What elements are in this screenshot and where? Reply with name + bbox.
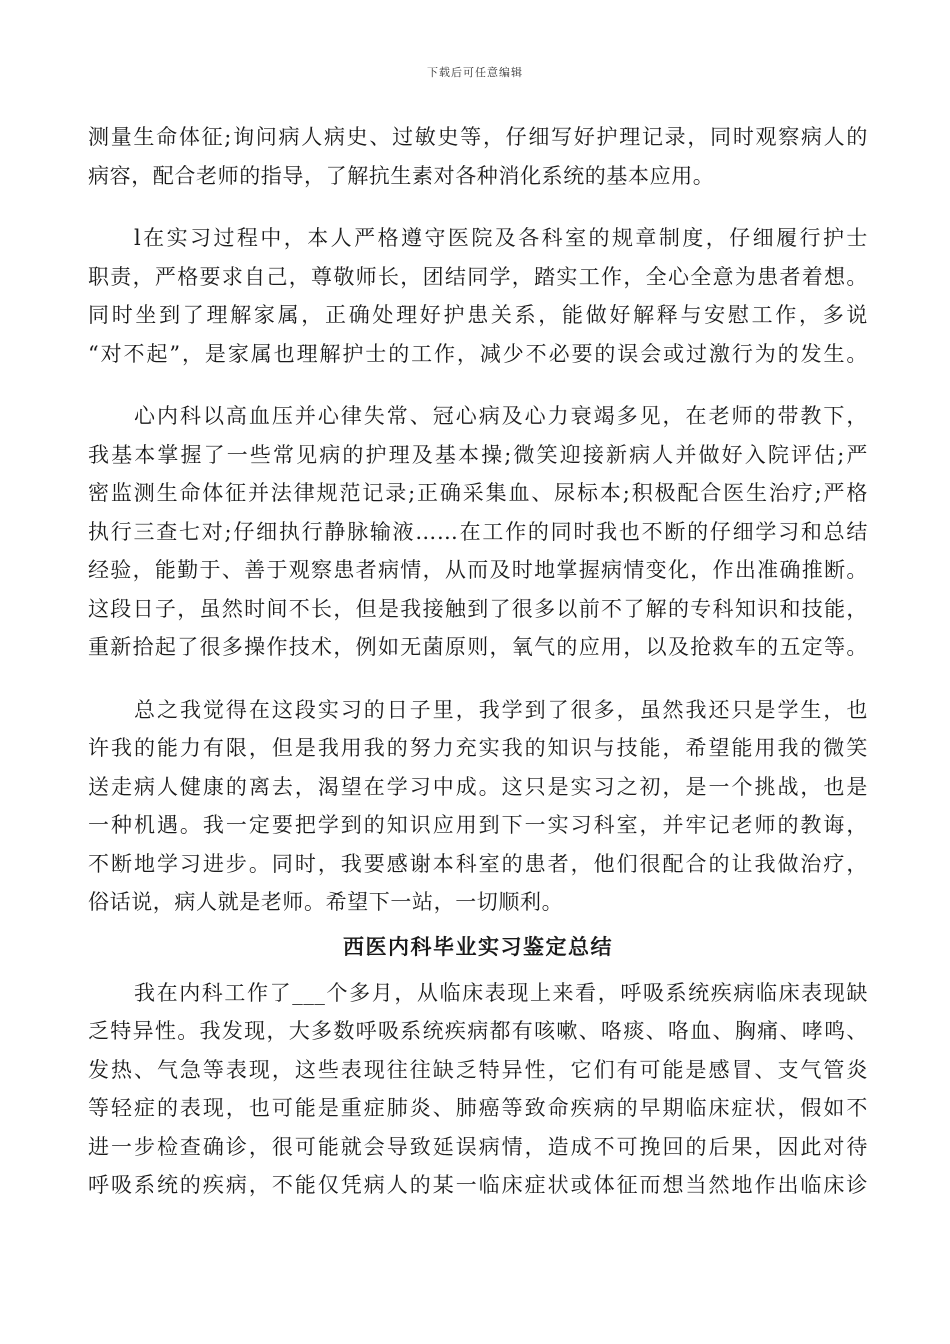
text-line: 心内科以高血压并心律失常、冠心病及心力衰竭多见，在老师的带教下， (134, 404, 868, 428)
text-line: 俗话说，病人就是老师。希望下一站，一切顺利。 (88, 890, 564, 914)
text-line: 许我的能力有限，但是我用我的努力充实我的知识与技能，希望能用我的微笑 (88, 736, 868, 760)
text-line: 同时坐到了理解家属，正确处理好护患关系，能做好解释与安慰工作，多说 (88, 303, 868, 327)
text-line: 病容，配合老师的指导，了解抗生素对各种消化系统的基本应用。 (88, 163, 715, 188)
text-line: 一种机遇。我一定要把学到的知识应用到下一实习科室，并牢记老师的教诲， (88, 813, 868, 837)
text-line: 测量生命体征;询问病人病史、过敏史等，仔细写好护理记录，同时观察病人的 (88, 125, 868, 149)
text-line: 我基本掌握了一些常见病的护理及基本操;微笑迎接新病人并做好入院评估;严 (88, 442, 868, 467)
text-line: 经验，能勤于、善于观察患者病情，从而及时地掌握病情变化，作出准确推断。 (88, 558, 868, 582)
header-note: 下载后可任意编辑 (427, 66, 523, 79)
text-line: 重新拾起了很多操作技术，例如无菌原则，氧气的应用，以及抢救车的五定等。 (88, 635, 868, 659)
text-line: 进一步检查确诊，很可能就会导致延误病情，造成不可挽回的后果，因此对待 (88, 1134, 868, 1159)
text-line: 这段日子，虽然时间不长，但是我接触到了很多以前不了解的专科知识和技能， (88, 596, 868, 621)
paragraph-1 (88, 118, 868, 195)
paragraph-2 (88, 219, 868, 373)
document-body (88, 118, 868, 1205)
section-title: 西医内科毕业实习鉴定总结 (343, 933, 613, 959)
text-line: “对不起”，是家属也理解护士的工作，减少不必要的误会或过激行为的发生。 (88, 341, 868, 366)
text-line: 不断地学习进步。同时，我要感谢本科室的患者，他们很配合的让我做治疗， (88, 851, 868, 876)
text-line: 呼吸系统的疾病，不能仅凭病人的某一临床症状或体征而想当然地作出临床诊 (88, 1173, 868, 1197)
paragraph-5 (88, 974, 868, 1205)
text-line: 送走病人健康的离去，渴望在学习中成。这只是实习之初，是一个挑战，也是 (88, 774, 868, 799)
text-line: 等轻症的表现，也可能是重症肺炎、肺癌等致命疾病的早期临床症状，假如不 (88, 1096, 868, 1120)
text-line: l在实习过程中，本人严格遵守医院及各科室的规章制度，仔细履行护士 (134, 226, 868, 250)
text-line: 乏特异性。我发现，大多数呼吸系统疾病都有咳嗽、咯痰、咯血、胸痛、哮鸣、 (88, 1019, 868, 1043)
text-line: 执行三查七对;仔细执行静脉输液……在工作的同时我也不断的仔细学习和总结 (88, 519, 868, 544)
text-line: 密监测生命体征并法律规范记录;正确采集血、尿标本;积极配合医生治疗;严格 (88, 481, 868, 505)
paragraph-3 (88, 397, 868, 667)
text-line: 我在内科工作了___个多月，从临床表现上来看，呼吸系统疾病临床表现缺 (134, 980, 868, 1005)
text-line: 职责，严格要求自己，尊敬师长，团结同学，踏实工作，全心全意为患者着想。 (88, 264, 868, 289)
paragraph-4 (88, 691, 868, 922)
text-line: 发热、气急等表现，这些表现往往缺乏特异性，它们有可能是感冒、支气管炎 (88, 1057, 868, 1082)
text-line: 总之我觉得在这段实习的日子里，我学到了很多，虽然我还只是学生，也 (134, 697, 868, 722)
